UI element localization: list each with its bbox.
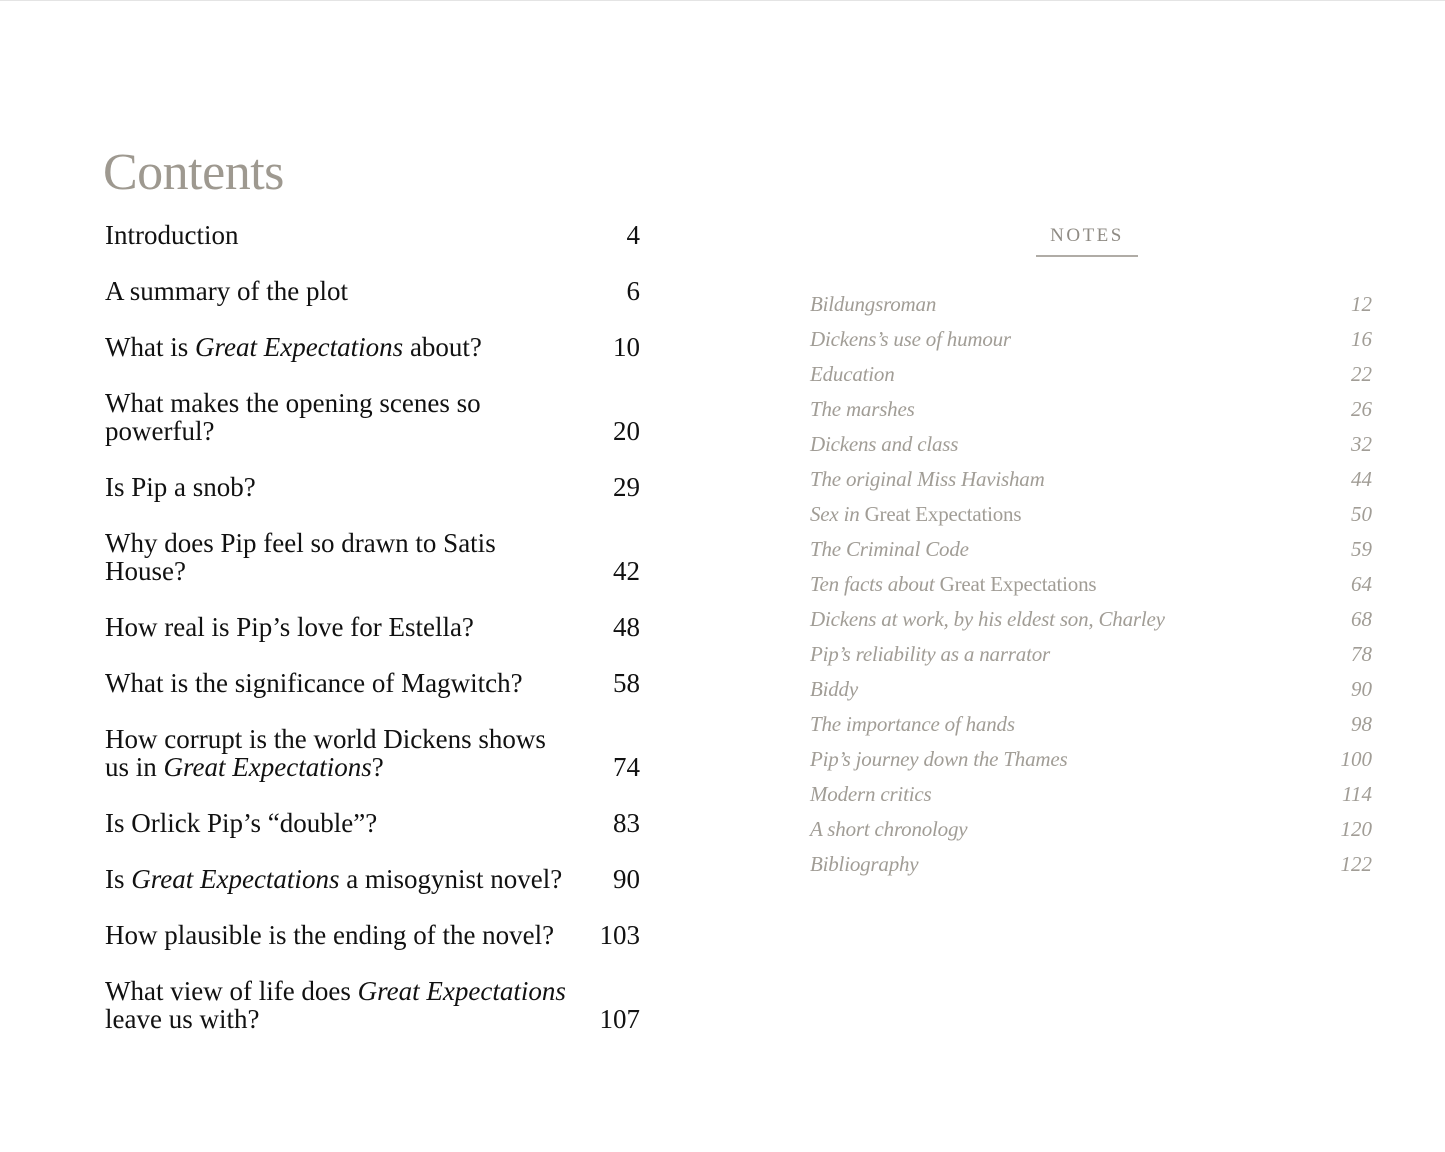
toc-entry[interactable] xyxy=(105,921,640,949)
note-title: The Criminal Code xyxy=(810,537,969,561)
note-item[interactable] xyxy=(810,287,1372,322)
toc-entry[interactable] xyxy=(105,333,640,361)
note-page: 12 xyxy=(1351,292,1372,316)
toc-entry-title: A summary of the plot xyxy=(105,276,348,306)
note-page: 120 xyxy=(1340,817,1372,841)
note-page: 64 xyxy=(1351,572,1372,596)
note-title: Pip’s journey down the Thames xyxy=(810,747,1068,771)
note-title: Education xyxy=(810,362,895,386)
note-item[interactable] xyxy=(810,392,1372,427)
note-item[interactable] xyxy=(810,742,1372,777)
toc-entry-page: 48 xyxy=(613,612,640,642)
note-title: Dickens at work, by his eldest son, Charley xyxy=(810,607,1165,631)
note-item[interactable] xyxy=(810,707,1372,742)
toc-entry-page: 83 xyxy=(613,808,640,838)
note-item[interactable] xyxy=(810,532,1372,567)
note-title: Modern critics xyxy=(810,782,932,806)
page-top-rule xyxy=(0,0,1445,1)
toc-entry-title: Introduction xyxy=(105,220,239,250)
toc-entry-page: 107 xyxy=(599,1004,640,1034)
toc-entry-title: Why does Pip feel so drawn to Satis House? xyxy=(105,528,496,586)
note-page: 114 xyxy=(1342,782,1372,806)
toc-entry-page: 20 xyxy=(613,416,640,446)
note-page: 98 xyxy=(1351,712,1372,736)
toc-entry-title: What is the significance of Magwitch? xyxy=(105,668,523,698)
toc-entry-page: 4 xyxy=(626,220,640,250)
note-page: 122 xyxy=(1340,852,1372,876)
toc-entry-page: 90 xyxy=(613,864,640,894)
toc-entry-title: What is Great Expectations about? xyxy=(105,332,482,362)
notes-panel xyxy=(810,222,1372,882)
note-page: 26 xyxy=(1351,397,1372,421)
note-item[interactable] xyxy=(810,567,1372,602)
toc-entry[interactable] xyxy=(105,473,640,501)
note-title: The marshes xyxy=(810,397,915,421)
note-page: 78 xyxy=(1351,642,1372,666)
note-title: The original Miss Havisham xyxy=(810,467,1045,491)
note-item[interactable] xyxy=(810,462,1372,497)
note-page: 50 xyxy=(1351,502,1372,526)
note-title: A short chronology xyxy=(810,817,968,841)
note-item[interactable] xyxy=(810,497,1372,532)
toc-entry[interactable] xyxy=(105,277,640,305)
note-page: 59 xyxy=(1351,537,1372,561)
note-page: 16 xyxy=(1351,327,1372,351)
toc-entry-page: 58 xyxy=(613,668,640,698)
note-page: 90 xyxy=(1351,677,1372,701)
note-page: 32 xyxy=(1351,432,1372,456)
note-title: Dickens’s use of humour xyxy=(810,327,1011,351)
toc-entry[interactable] xyxy=(105,669,640,697)
note-title: Bibliography xyxy=(810,852,919,876)
toc-entry-page: 103 xyxy=(599,920,640,950)
note-item[interactable] xyxy=(810,357,1372,392)
note-title: Dickens and class xyxy=(810,432,959,456)
toc-entry[interactable] xyxy=(105,529,640,585)
note-page: 22 xyxy=(1351,362,1372,386)
note-title: The importance of hands xyxy=(810,712,1015,736)
note-title: Biddy xyxy=(810,677,858,701)
notes-heading: NOTES xyxy=(1036,222,1138,257)
note-title: Sex in Great Expectations xyxy=(810,502,1022,526)
note-item[interactable] xyxy=(810,777,1372,812)
note-item[interactable] xyxy=(810,602,1372,637)
toc-entry[interactable] xyxy=(105,389,640,445)
notes-list xyxy=(810,287,1372,882)
toc-entry[interactable] xyxy=(105,865,640,893)
toc-entry-page: 10 xyxy=(613,332,640,362)
note-item[interactable] xyxy=(810,847,1372,882)
toc-entry[interactable] xyxy=(105,977,640,1033)
toc-entry-title: How plausible is the ending of the novel? xyxy=(105,920,555,950)
note-page: 100 xyxy=(1340,747,1372,771)
note-item[interactable] xyxy=(810,427,1372,462)
toc-entry[interactable] xyxy=(105,725,640,781)
toc-entry-page: 6 xyxy=(626,276,640,306)
note-title: Pip’s reliability as a narrator xyxy=(810,642,1050,666)
toc-entry-page: 74 xyxy=(613,752,640,782)
toc-entry-page: 42 xyxy=(613,556,640,586)
toc-entry[interactable] xyxy=(105,613,640,641)
toc-list xyxy=(105,221,640,1061)
note-item[interactable] xyxy=(810,637,1372,672)
toc-entry-title: What view of life does Great Expectations leave us with? xyxy=(105,976,566,1034)
note-item[interactable] xyxy=(810,812,1372,847)
note-page: 44 xyxy=(1351,467,1372,491)
note-item[interactable] xyxy=(810,322,1372,357)
toc-entry[interactable] xyxy=(105,809,640,837)
toc-entry-title: How real is Pip’s love for Estella? xyxy=(105,612,474,642)
toc-entry-title: Is Great Expectations a misogynist novel? xyxy=(105,864,563,894)
toc-entry-title: What makes the opening scenes so powerful? xyxy=(105,388,481,446)
note-title: Bildungsroman xyxy=(810,292,937,316)
note-title: Ten facts about Great Expectations xyxy=(810,572,1097,596)
toc-entry-title: Is Pip a snob? xyxy=(105,472,256,502)
toc-entry-title: Is Orlick Pip’s “double”? xyxy=(105,808,378,838)
toc-entry-page: 29 xyxy=(613,472,640,502)
contents-heading: Contents xyxy=(103,144,284,201)
note-item[interactable] xyxy=(810,672,1372,707)
note-page: 68 xyxy=(1351,607,1372,631)
toc-entry-title: How corrupt is the world Dickens shows us in Great Expectations? xyxy=(105,724,546,782)
toc-entry[interactable] xyxy=(105,221,640,249)
